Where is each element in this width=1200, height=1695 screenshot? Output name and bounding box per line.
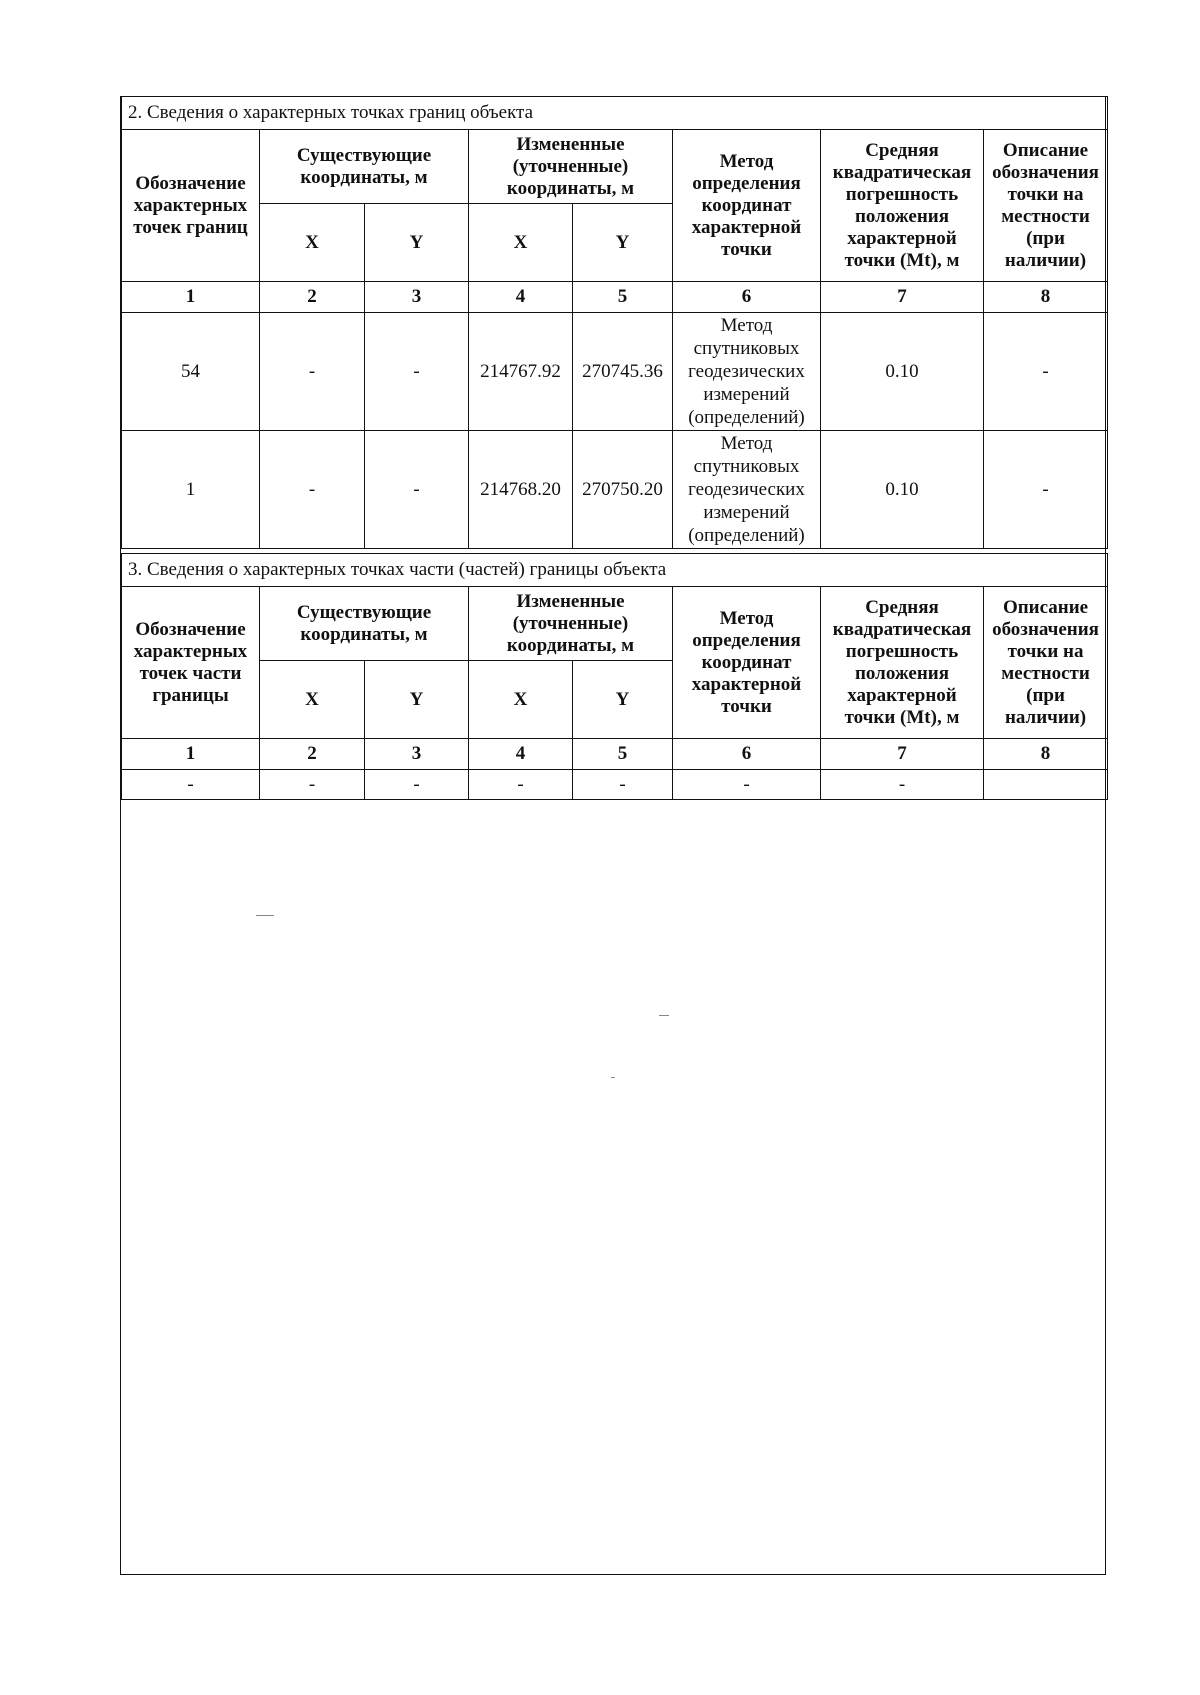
existing-y: - [365,431,469,549]
section2-table [121,96,1108,549]
table-row [122,431,1108,549]
col-number: 7 [821,739,984,770]
section2-caption: 2. Сведения о характерных точках границ объекта [122,97,1108,130]
method: Метод спутниковых геодезических измерений (определений) [673,313,821,431]
header-existing-y: Y [365,661,469,739]
header-changed-x: X [469,661,573,739]
header-point-designation: Обозначение характерных точек границ [122,130,260,282]
changed-y: 270750.20 [573,431,673,549]
header-changed-x: X [469,204,573,282]
header-point-designation: Обозначение характерных точек части границы [122,587,260,739]
header-changed-y: Y [573,204,673,282]
table-cell: - [469,770,573,800]
changed-x: 214767.92 [469,313,573,431]
table-cell: - [260,770,365,800]
col-number: 6 [673,282,821,313]
header-existing-x: X [260,661,365,739]
header-changed-coords: Измененные (уточненные) координаты, м [469,587,673,661]
header-description: Описание обозначения точки на местности (при наличии) [984,130,1108,282]
document-frame [120,96,1106,1575]
col-number: 1 [122,282,260,313]
col-number: 1 [122,739,260,770]
col-number: 3 [365,739,469,770]
header-method: Метод определения координат характерной точки [673,587,821,739]
col-number: 5 [573,739,673,770]
existing-y: - [365,313,469,431]
header-existing-x: X [260,204,365,282]
header-changed-coords: Измененные (уточненные) координаты, м [469,130,673,204]
col-number: 2 [260,739,365,770]
col-number: 5 [573,282,673,313]
header-existing-y: Y [365,204,469,282]
existing-x: - [260,431,365,549]
point-id: 54 [122,313,260,431]
header-existing-coords: Существующие координаты, м [260,587,469,661]
table-cell: - [573,770,673,800]
mean-error: 0.10 [821,431,984,549]
header-existing-coords: Существующие координаты, м [260,130,469,204]
table-cell [984,770,1108,800]
header-changed-y: Y [573,661,673,739]
table-cell: - [673,770,821,800]
header-description: Описание обозначения точки на местности (при наличии) [984,587,1108,739]
point-id: 1 [122,431,260,549]
description: - [984,313,1108,431]
header-mean-error: Средняя квадратическая погрешность положения характерной точки (Mt), м [821,130,984,282]
col-number: 8 [984,739,1108,770]
scan-speck [256,915,274,916]
col-number: 2 [260,282,365,313]
col-number: 6 [673,739,821,770]
table-row [122,770,1108,800]
col-number: 4 [469,282,573,313]
section3-table [121,553,1108,800]
section3-caption: 3. Сведения о характерных точках части (частей) границы объекта [122,554,1108,587]
col-number: 3 [365,282,469,313]
table-row [122,313,1108,431]
col-number: 4 [469,739,573,770]
col-number: 8 [984,282,1108,313]
mean-error: 0.10 [821,313,984,431]
changed-x: 214768.20 [469,431,573,549]
table-cell: - [821,770,984,800]
col-number: 7 [821,282,984,313]
table-cell: - [122,770,260,800]
header-method: Метод определения координат характерной точки [673,130,821,282]
method: Метод спутниковых геодезических измерений (определений) [673,431,821,549]
description: - [984,431,1108,549]
scan-speck [611,1077,615,1078]
scan-speck [659,1015,669,1016]
existing-x: - [260,313,365,431]
header-mean-error: Средняя квадратическая погрешность положения характерной точки (Mt), м [821,587,984,739]
changed-y: 270745.36 [573,313,673,431]
table-cell: - [365,770,469,800]
